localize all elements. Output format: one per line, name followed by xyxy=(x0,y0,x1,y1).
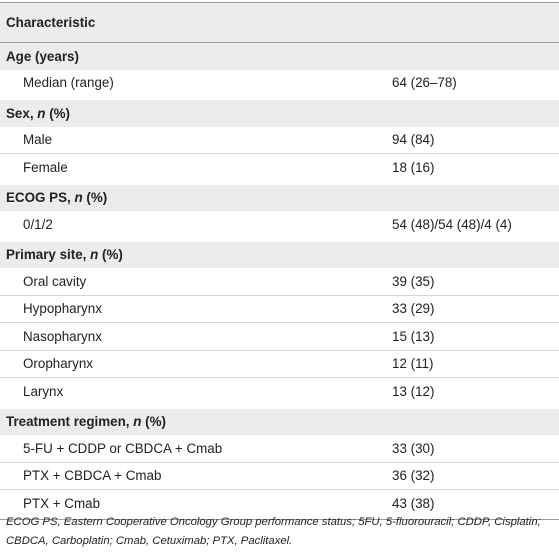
row-label: 0/1/2 xyxy=(23,216,53,232)
row-value: 18 (16) xyxy=(392,159,435,175)
row-label: Female xyxy=(23,159,68,175)
table-row xyxy=(0,323,559,351)
row-label: Hypopharynx xyxy=(0,295,392,323)
table-row xyxy=(0,154,559,181)
table-row xyxy=(0,211,559,238)
row-value: 54 (48)/54 (48)/4 (4) xyxy=(392,216,512,232)
section-header-row xyxy=(0,185,559,212)
table-row xyxy=(0,295,559,323)
row-value: 33 (29) xyxy=(392,295,559,323)
section-title: Age (years) xyxy=(0,43,559,70)
table-row xyxy=(0,462,559,490)
section-header-row xyxy=(0,100,559,127)
row-value: 64 (26–78) xyxy=(392,75,457,91)
row-label: Larynx xyxy=(23,383,64,399)
section-title: Sex, n (%) xyxy=(0,100,559,127)
section-title: ECOG PS, n (%) xyxy=(0,185,559,212)
table-row xyxy=(0,70,559,97)
table-row xyxy=(0,268,559,295)
row-value: 94 (84) xyxy=(392,127,559,154)
table-row xyxy=(0,350,559,378)
row-value: 15 (13) xyxy=(392,323,559,351)
row-value: 39 (35) xyxy=(392,268,559,295)
row-value: 36 (32) xyxy=(392,462,559,490)
table-row xyxy=(0,127,559,154)
section-title: Treatment regimen, n (%) xyxy=(0,409,559,436)
table-row xyxy=(0,435,559,462)
section-title: Primary site, n (%) xyxy=(0,242,559,269)
table-footnote: ECOG PS, Eastern Cooperative Oncology Group performance status; 5FU, 5-fluorouracil; CDDP, Cisplatin; CBDCA, Carboplatin; Cmab, Cetuximab; PTX, Paclitaxel. xyxy=(6,516,541,547)
row-value: 33 (30) xyxy=(392,435,559,462)
row-label: PTX + Cmab xyxy=(23,495,101,511)
table-row xyxy=(0,378,559,405)
row-label: Median (range) xyxy=(23,75,114,91)
row-value: 13 (12) xyxy=(392,383,435,399)
section-header-row xyxy=(0,242,559,269)
row-label: PTX + CBDCA + Cmab xyxy=(0,462,392,490)
row-label: Nasopharynx xyxy=(0,323,392,351)
table-body xyxy=(0,43,559,517)
header-characteristic: Characteristic xyxy=(0,3,559,43)
row-value: 12 (11) xyxy=(392,350,559,378)
section-header-row xyxy=(0,409,559,436)
row-label: Oropharynx xyxy=(0,350,392,378)
section-header-row xyxy=(0,43,559,70)
row-label: 5-FU + CDDP or CBDCA + Cmab xyxy=(0,435,392,462)
characteristics-table xyxy=(0,2,559,517)
row-label: Oral cavity xyxy=(0,268,392,295)
row-label: Male xyxy=(0,127,392,154)
table-header-row xyxy=(0,3,559,43)
row-value: 43 (38) xyxy=(392,495,435,511)
